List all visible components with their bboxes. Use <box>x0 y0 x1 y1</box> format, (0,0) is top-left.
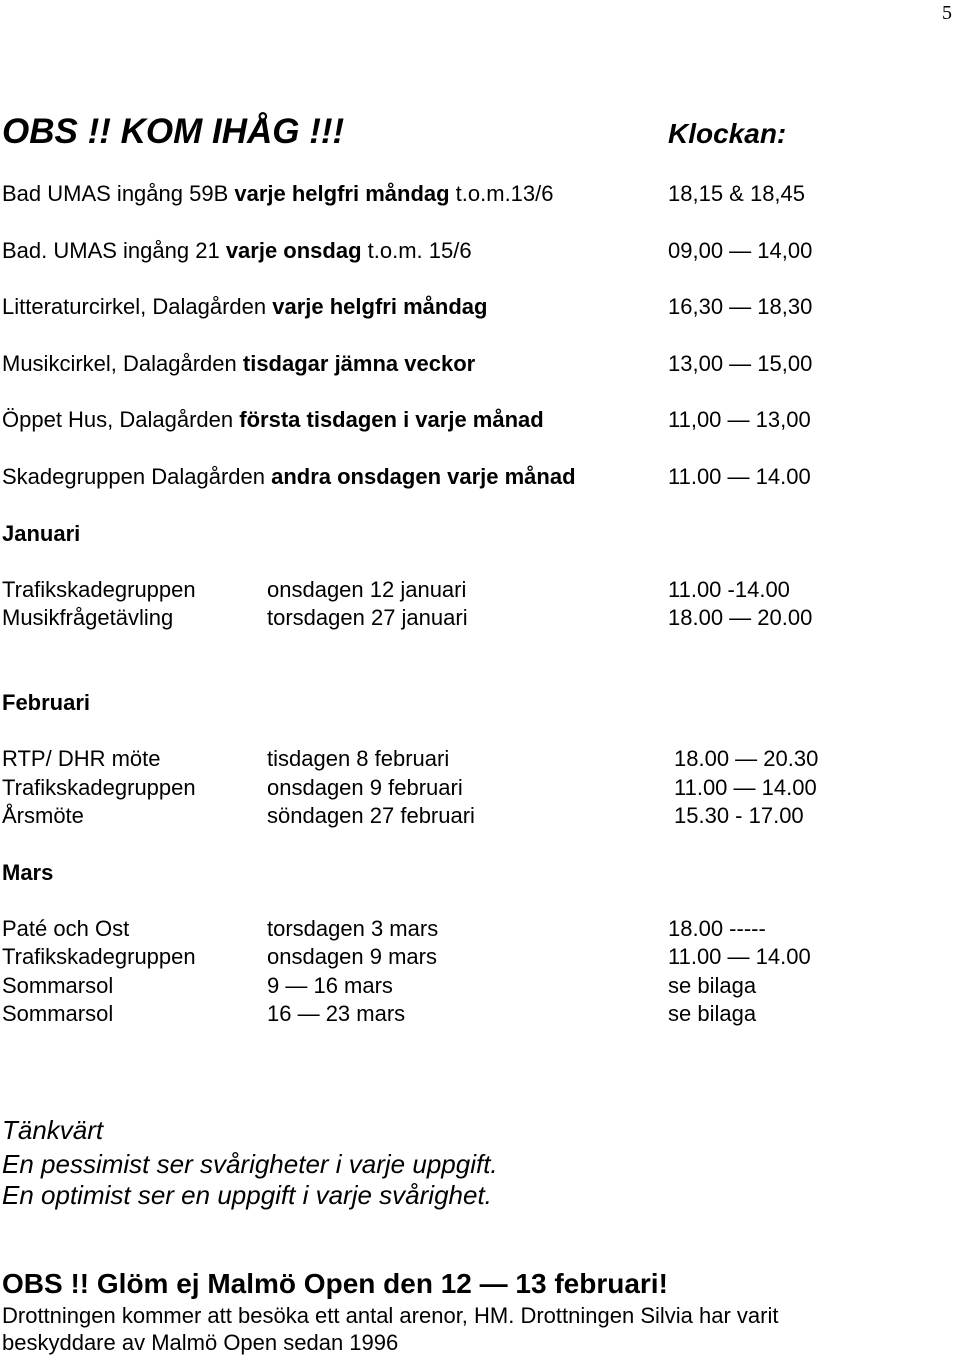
event-date: onsdagen 9 mars <box>267 944 437 969</box>
month-heading-januari: Januari <box>2 521 81 546</box>
event-date: torsdagen 27 januari <box>267 605 468 630</box>
reminder-text: Drottningen kommer att besöka ett antal arenor, HM. Drottningen Silvia har varit <box>2 1303 779 1328</box>
thought-line: En pessimist ser svårigheter i varje uppgift. <box>2 1149 498 1179</box>
event-date: torsdagen 3 mars <box>267 916 439 941</box>
event-time: 11.00 — 14.00 <box>674 775 817 800</box>
page-number: 5 <box>942 2 952 24</box>
event-date: söndagen 27 februari <box>267 803 475 828</box>
clock-label: Klockan: <box>668 118 787 149</box>
weekly-activity: Skadegruppen Dalagården andra onsdagen varje månad <box>2 464 576 489</box>
thought-line: En optimist ser en uppgift i varje svårighet. <box>2 1180 492 1210</box>
weekly-time: 16,30 — 18,30 <box>668 294 813 319</box>
event-time: se bilaga <box>668 1001 757 1026</box>
event-time: 11.00 — 14.00 <box>668 944 811 969</box>
page-title: OBS !! KOM IHÅG !!! <box>2 112 345 151</box>
event-date: onsdagen 12 januari <box>267 577 467 602</box>
event-time: 18.00 — 20.00 <box>668 605 813 630</box>
month-heading-mars: Mars <box>2 860 54 885</box>
thought-title: Tänkvärt <box>2 1115 104 1145</box>
event-date: tisdagen 8 februari <box>267 746 450 771</box>
event-date: 9 — 16 mars <box>267 973 393 998</box>
event-name: Trafikskadegruppen <box>2 577 196 602</box>
weekly-time: 18,15 & 18,45 <box>668 181 806 206</box>
event-name: Trafikskadegruppen <box>2 775 196 800</box>
event-time: 15.30 - 17.00 <box>674 803 804 828</box>
weekly-activity: Bad. UMAS ingång 21 varje onsdag t.o.m. 15/6 <box>2 238 472 263</box>
event-name: Årsmöte <box>2 803 84 828</box>
weekly-time: 13,00 — 15,00 <box>668 351 813 376</box>
event-name: Musikfrågetävling <box>2 605 174 630</box>
weekly-activity: Musikcirkel, Dalagården tisdagar jämna veckor <box>2 351 476 376</box>
weekly-activity: Bad UMAS ingång 59B varje helgfri måndag t.o.m.13/6 <box>2 181 554 206</box>
event-date: onsdagen 9 februari <box>267 775 463 800</box>
event-name: Trafikskadegruppen <box>2 944 196 969</box>
month-heading-februari: Februari <box>2 690 91 715</box>
weekly-time: 11,00 — 13,00 <box>668 407 811 432</box>
event-name: Paté och Ost <box>2 916 130 941</box>
weekly-time: 09,00 — 14,00 <box>668 238 813 263</box>
event-time: 18.00 — 20.30 <box>674 746 819 771</box>
event-time: se bilaga <box>668 973 757 998</box>
event-name: Sommarsol <box>2 1001 114 1026</box>
event-name: RTP/ DHR möte <box>2 746 161 771</box>
reminder-title: OBS !! Glöm ej Malmö Open den 12 — 13 februari! <box>2 1268 668 1299</box>
event-name: Sommarsol <box>2 973 114 998</box>
weekly-activity: Litteraturcirkel, Dalagården varje helgfri måndag <box>2 294 488 319</box>
event-date: 16 — 23 mars <box>267 1001 406 1026</box>
weekly-time: 11.00 — 14.00 <box>668 464 811 489</box>
reminder-text: beskyddare av Malmö Open sedan 1996 <box>2 1330 399 1355</box>
event-time: 11.00 -14.00 <box>668 577 790 602</box>
weekly-activity: Öppet Hus, Dalagården första tisdagen i varje månad <box>2 407 544 432</box>
event-time: 18.00 ----- <box>668 916 766 941</box>
